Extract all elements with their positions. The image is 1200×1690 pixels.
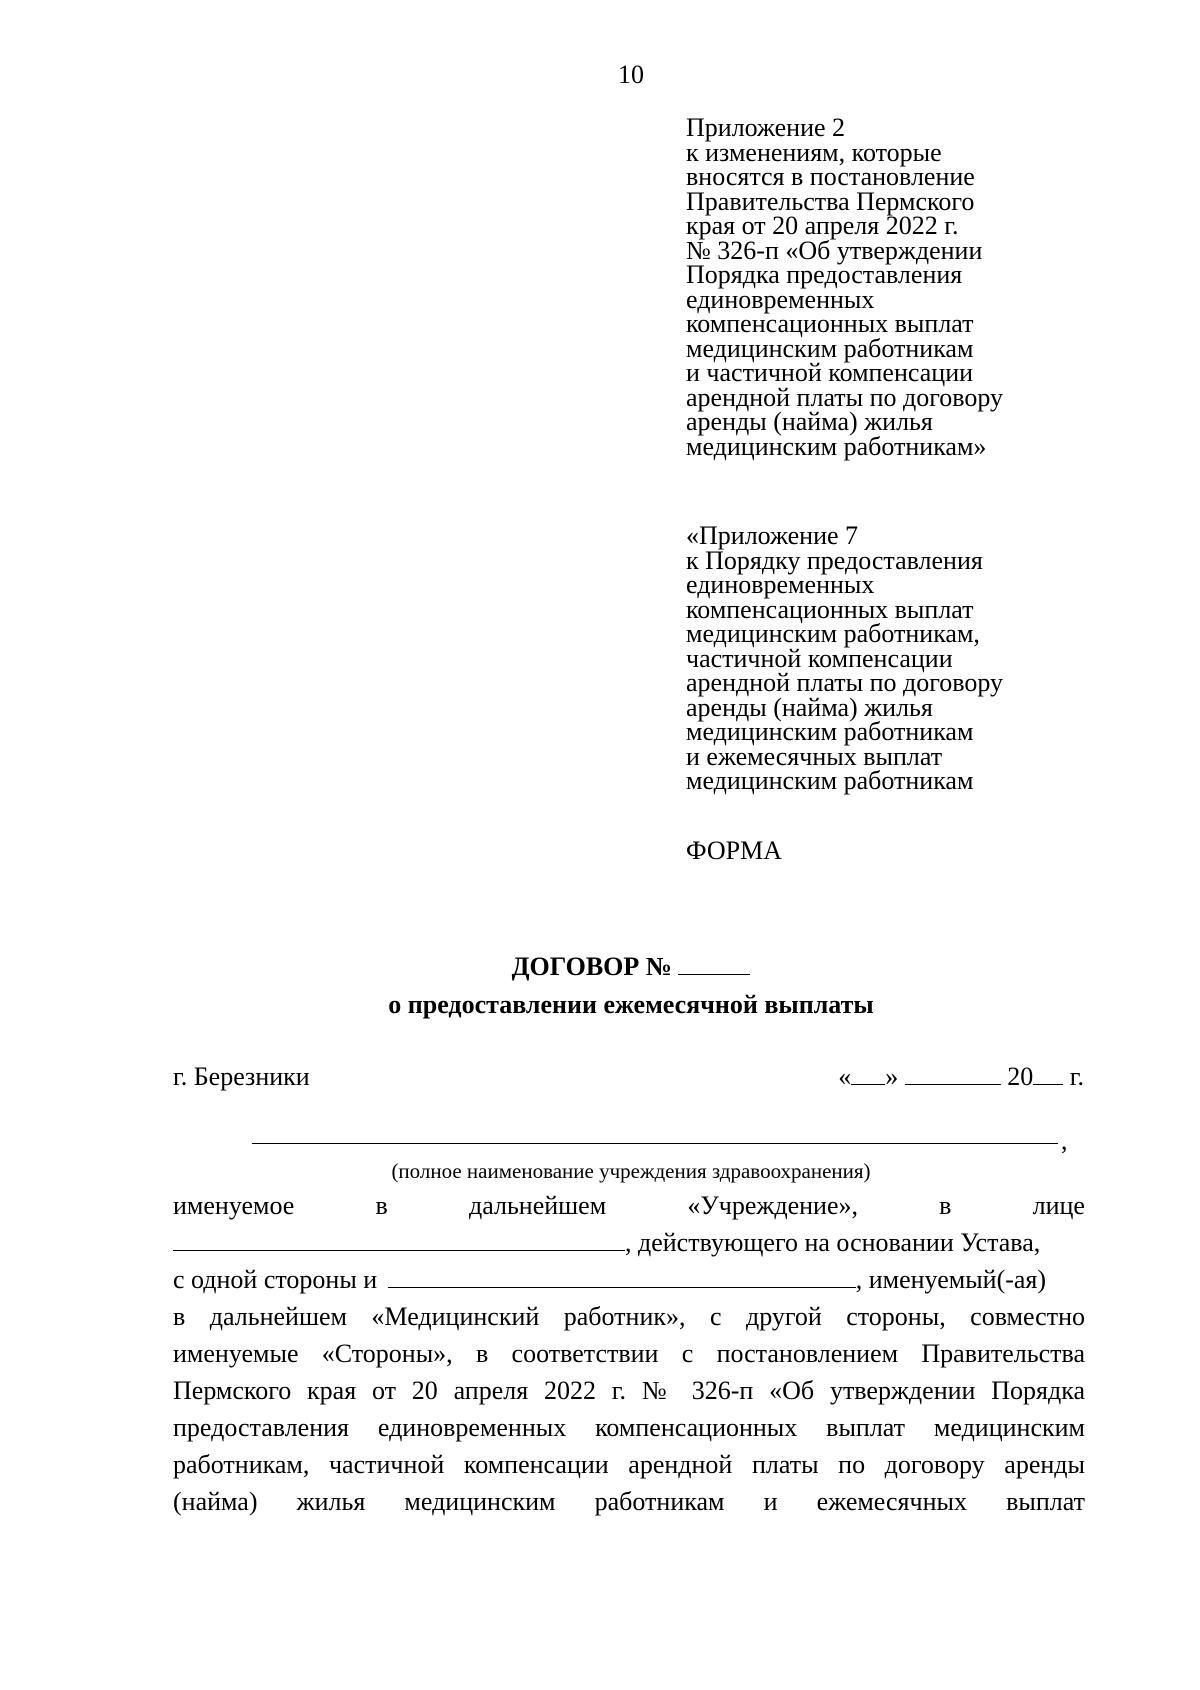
institution-name-caption: (полное наименование учреждения здравоохранения) [391, 1159, 871, 1183]
appendix-2-line: аренды (найма) жилья [686, 407, 933, 436]
body-line-3-suffix: , именуемый(-ая) [855, 1265, 1047, 1294]
body-line-5-text: именуемые «Стороны», в соответствии с постановлением Правительства [173, 1339, 1085, 1368]
body-word: жилья [296, 1487, 366, 1516]
appendix-2-line: Порядка предоставления [686, 260, 963, 289]
appendix-7-line: «Приложение 7 [686, 521, 859, 550]
appendix-7-line: компенсационных выплат [686, 594, 974, 624]
contract-number-blank[interactable] [678, 954, 750, 975]
appendix-7-line: медицинским работникам [686, 717, 974, 746]
institution-name-blank[interactable] [252, 1143, 1058, 1144]
appendix-7-line: медицинским работникам, [686, 619, 980, 648]
contract-title [0, 952, 1200, 982]
contract-subtitle: о предоставлении ежемесячной выплаты [388, 990, 874, 1019]
body-word: дальнейшем [468, 1191, 607, 1220]
appendix-2-line: края от 20 апреля 2022 г. [686, 211, 959, 240]
body-line-2-text: , действующего на основании Устава, [625, 1228, 1041, 1257]
body-word: «Учреждение», [687, 1191, 858, 1220]
form-label: ФОРМА [686, 836, 782, 865]
date-open-quote: « [838, 1062, 852, 1091]
appendix-7-line: медицинским работникам [686, 766, 974, 795]
body-word: именуемое [173, 1191, 295, 1220]
appendix-7-line: частичной компенсации [686, 643, 953, 673]
body-line-5 [173, 1339, 1085, 1369]
appendix-2-line: к изменениям, которые [686, 137, 942, 167]
body-line-8 [173, 1450, 1085, 1480]
city-label: г. Березники [173, 1062, 310, 1091]
appendix-2-line: и частичной компенсации [686, 358, 974, 387]
year-blank[interactable] [1033, 1064, 1063, 1085]
institution-name-comma: , [1061, 1126, 1068, 1155]
body-line-6-text: Пермского края от 20 апреля 2022 г. № 326-п «Об утверждении Порядка [173, 1376, 1085, 1405]
year-suffix: г. [1069, 1062, 1084, 1091]
appendix-2-header [686, 113, 1106, 461]
appendix-2-line: компенсационных выплат [686, 309, 974, 338]
body-word: лице [1032, 1191, 1085, 1220]
medical-worker-blank[interactable] [388, 1265, 856, 1288]
body-word: в [375, 1191, 388, 1220]
body-line-4 [173, 1302, 1085, 1332]
body-line-6 [173, 1376, 1085, 1406]
date-close-quote: » [885, 1062, 899, 1091]
month-blank[interactable] [905, 1064, 1001, 1085]
body-line-3-prefix: с одной стороны и [173, 1265, 378, 1294]
appendix-2-line: арендной платы по договору [686, 382, 1004, 412]
appendix-7-line: к Порядку предоставления [686, 545, 983, 575]
body-word: ежемесячных [816, 1487, 967, 1516]
appendix-2-line: медицинским работникам» [686, 431, 987, 461]
body-word: выплат [1006, 1487, 1085, 1516]
body-word: (найма) [173, 1487, 258, 1516]
year-prefix: 20 [1007, 1062, 1034, 1091]
body-word: и [763, 1487, 778, 1516]
body-line-2 [173, 1228, 1085, 1258]
appendix-7-line: аренды (найма) жилья [686, 692, 933, 722]
contract-title-text: ДОГОВОР № [511, 952, 672, 981]
appendix-2-line: вносятся в постановление [686, 162, 975, 191]
appendix-2-line: единовременных [686, 284, 875, 314]
representative-blank[interactable] [173, 1228, 625, 1251]
appendix-7-header [686, 521, 1106, 795]
appendix-2-line: медицинским работникам [686, 333, 974, 363]
contract-date [838, 1062, 1084, 1092]
appendix-7-line: единовременных [686, 570, 875, 599]
body-word: в [939, 1191, 952, 1220]
body-line-3 [173, 1265, 1085, 1295]
body-line-7 [173, 1413, 1085, 1443]
body-word: работникам [594, 1487, 725, 1516]
body-line-9 [173, 1487, 1085, 1517]
appendix-2-line: № 326-п «Об утверждении [686, 235, 983, 265]
body-word: медицинским [404, 1487, 556, 1516]
appendix-7-line: и ежемесячных выплат [686, 741, 943, 771]
body-line-8-text: работникам, частичной компенсации арендной платы по договору аренды [173, 1450, 1085, 1479]
appendix-2-line: Приложение 2 [686, 113, 846, 142]
body-line-4-text: в дальнейшем «Медицинский работник», с другой стороны, совместно [173, 1302, 1085, 1331]
body-line-7-text: предоставления единовременных компенсационных выплат медицинским [173, 1413, 1085, 1442]
appendix-2-line: Правительства Пермского [686, 186, 975, 216]
body-line-1 [173, 1191, 1085, 1221]
day-blank[interactable] [851, 1064, 885, 1085]
page-number: 10 [618, 60, 644, 89]
appendix-7-line: арендной платы по договору [686, 668, 1004, 697]
